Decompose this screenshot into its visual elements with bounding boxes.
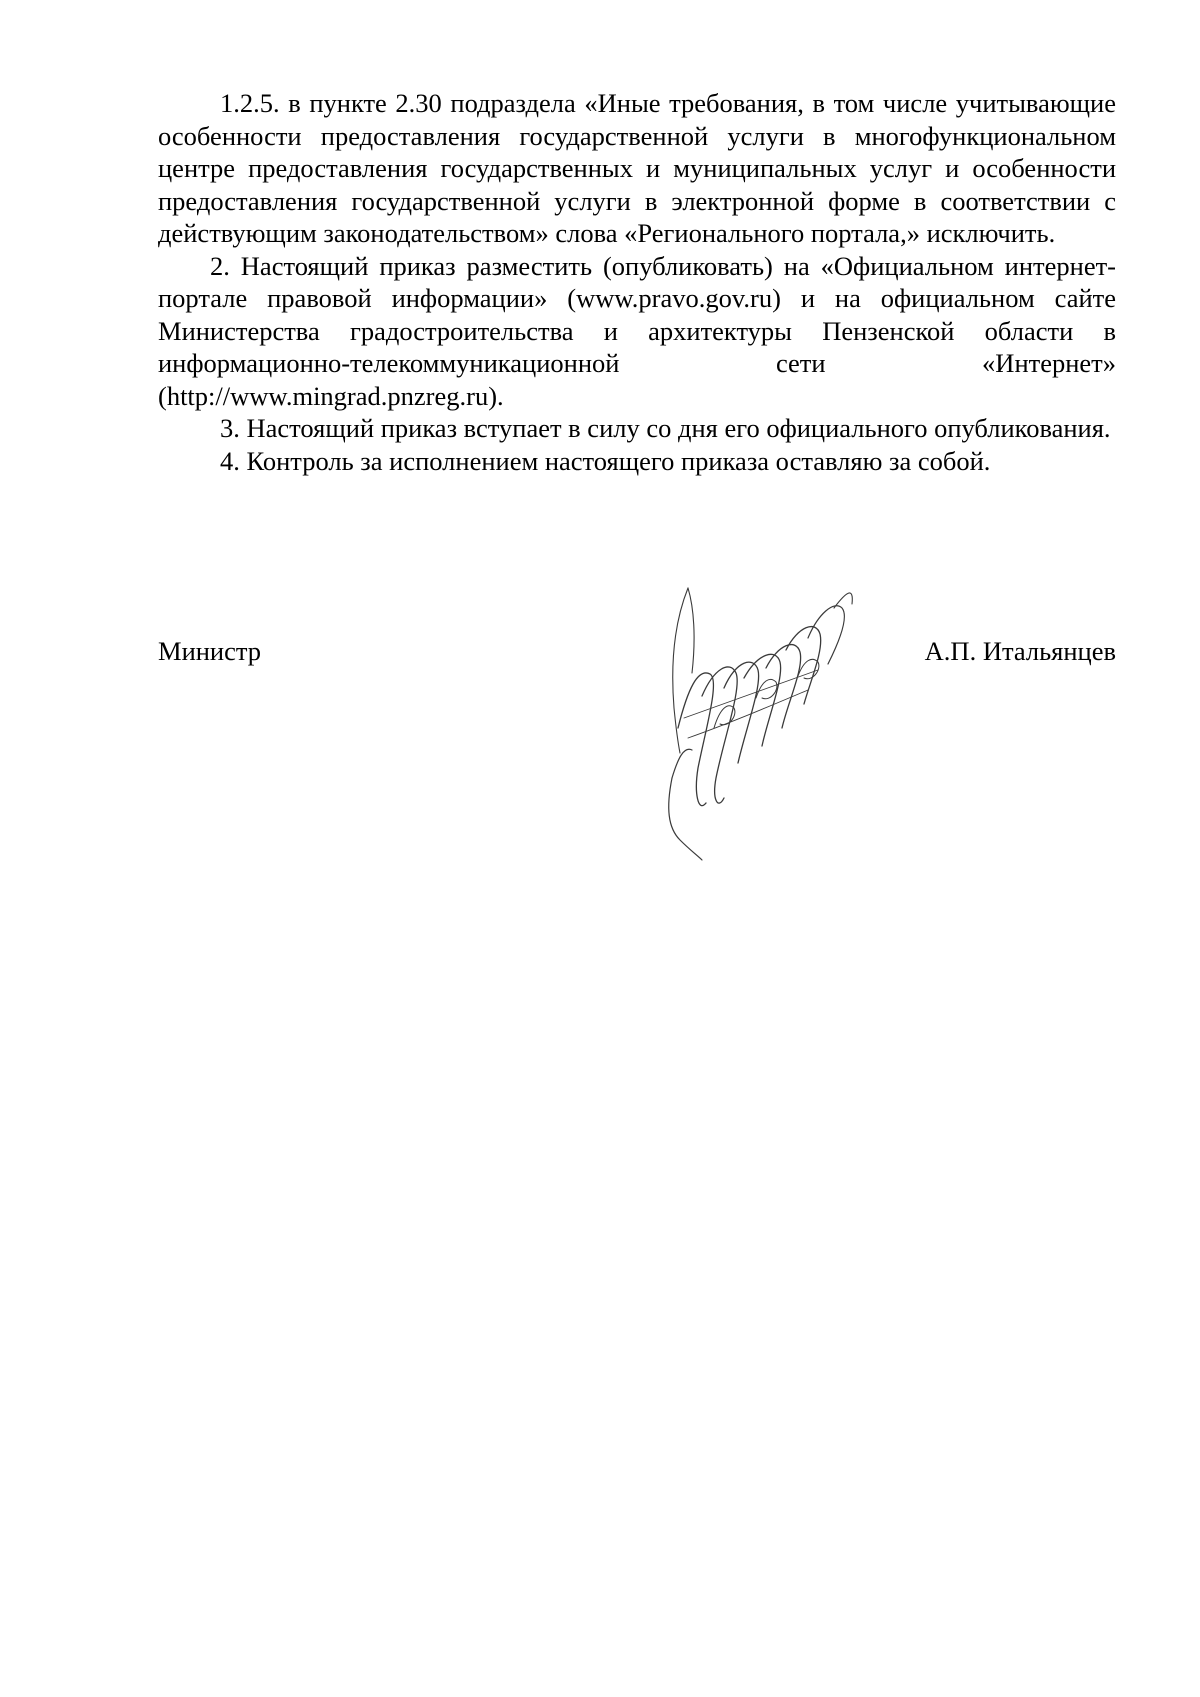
paragraph-3: 3. Настоящий приказ вступает в силу со дня его официального опубликования. [220, 413, 1111, 443]
paragraph-4: 4. Контроль за исполнением настоящего приказа оставляю за собой. [220, 445, 991, 476]
signer-title: Министр [158, 636, 262, 666]
document-body [158, 87, 1116, 477]
signature-block [158, 635, 1116, 675]
paragraph-2: 2. Настоящий приказ разместить (опубликовать) на «Официальном интернет-портале правовой информации» (www.pravo.gov.ru) и на официальном сайте Министерства градостроительства и архитектуры Пензенской области в информационно-телекоммуникационной сети «Интернет» (http://www.mingrad.pnzreg.ru). [158, 250, 1116, 411]
paragraph-1-2-5: 1.2.5. в пункте 2.30 подраздела «Иные требования, в том числе учитывающие особенности предоставления государственной услуги в многофункциональном центре предоставления государственных и муниципальных услуг и особенности предоставления государственной услуги в электронной форме в соответствии с действующим законодательством» слова «Регионального портала,» исключить. [158, 88, 1116, 248]
signer-name: А.П. Итальянцев [924, 636, 1116, 666]
handwritten-signature [658, 578, 858, 863]
